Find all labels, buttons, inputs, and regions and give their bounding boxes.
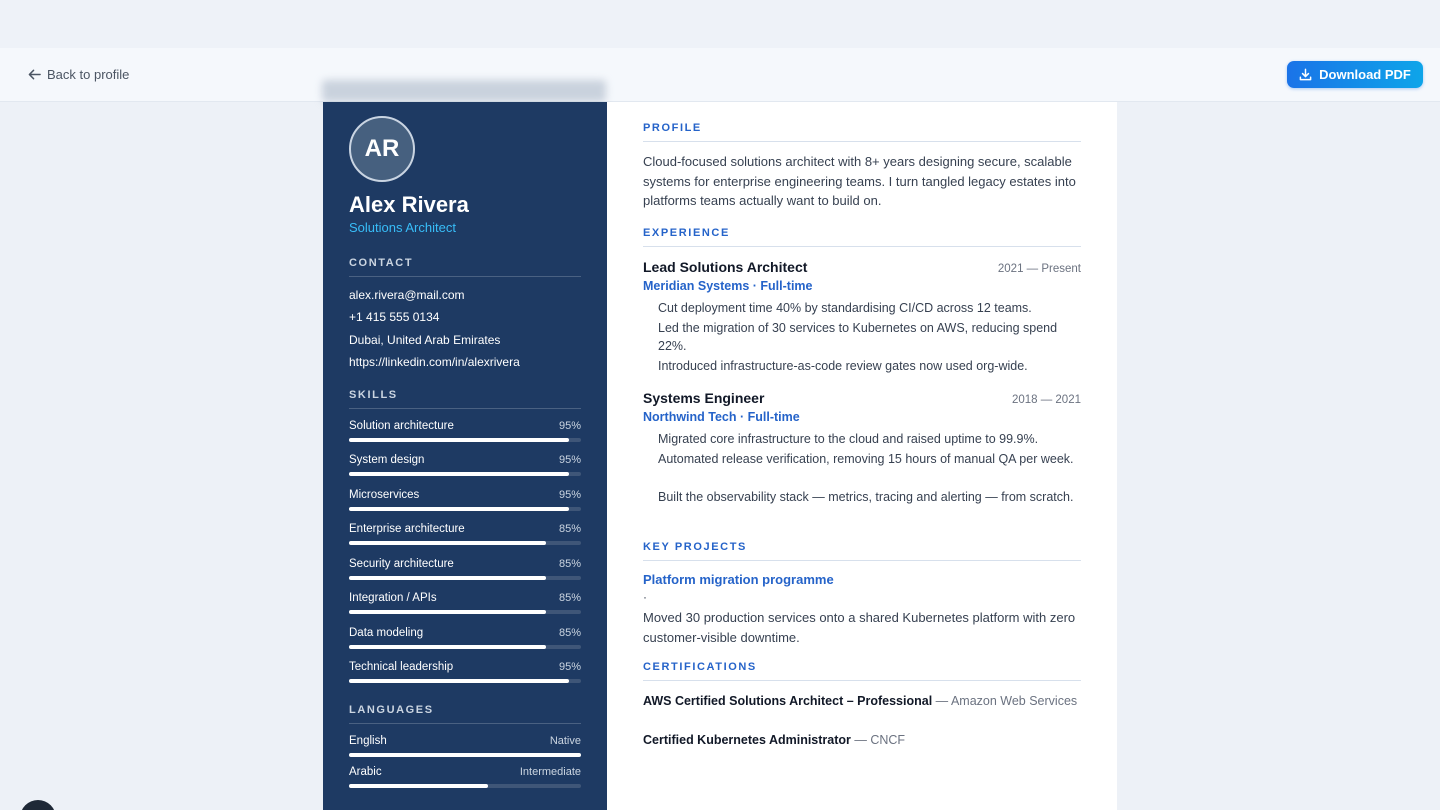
language-item — [349, 766, 581, 788]
skill-name: Enterprise architecture — [349, 523, 465, 535]
project-description: Moved 30 production services onto a shared Kubernetes platform with zero customer-visible downtime. — [643, 610, 1076, 645]
certification-item — [643, 692, 1081, 710]
candidate-role: Solutions Architect — [349, 220, 456, 235]
back-to-profile-link[interactable] — [28, 67, 129, 82]
projects-section-title: KEY PROJECTS — [643, 541, 1081, 561]
job-company: Meridian Systems · Full-time — [643, 279, 813, 293]
skill-bar-fill — [349, 576, 546, 580]
job-company: Northwind Tech · Full-time — [643, 410, 800, 424]
contact-email: alex.rivera@mail.com — [349, 288, 465, 302]
contact-phone: +1 415 555 0134 — [349, 310, 440, 324]
job-header — [643, 390, 1081, 406]
job-bullet: Led the migration of 30 services to Kubernetes on AWS, reducing spend 22%. — [658, 321, 1058, 353]
skill-item — [349, 523, 581, 545]
arrow-left-icon — [28, 68, 41, 81]
skill-item — [349, 489, 581, 511]
certification-name: AWS Certified Solutions Architect – Professional — [643, 694, 933, 708]
skill-bar-track — [349, 576, 581, 580]
download-pdf-button[interactable] — [1287, 61, 1423, 88]
profile-text: Cloud-focused solutions architect with 8+ years designing secure, scalable systems for enterprise engineering teams. I turn tangled legacy estates into platforms teams actually want to build on. — [643, 154, 1076, 208]
download-label: Download PDF — [1319, 67, 1411, 82]
skill-bar-track — [349, 472, 581, 476]
candidate-name: Alex Rivera — [349, 192, 469, 217]
skill-item — [349, 558, 581, 580]
language-name: English — [349, 735, 387, 747]
top-strip — [0, 0, 1440, 48]
job-title: Lead Solutions Architect — [643, 259, 808, 275]
certification-issuer: — Amazon Web Services — [932, 694, 1078, 708]
project-separator: · — [643, 590, 647, 604]
skill-item — [349, 627, 581, 649]
language-item — [349, 735, 581, 757]
language-level: Native — [549, 735, 581, 747]
skill-bar-fill — [349, 610, 546, 614]
skill-bar-fill — [349, 472, 569, 476]
skill-percent: 95% — [558, 489, 581, 501]
download-icon — [1299, 68, 1312, 81]
back-label: Back to profile — [47, 67, 130, 82]
skill-bar-fill — [349, 679, 569, 683]
job-bullet: Introduced infrastructure-as-code review gates now used org-wide. — [658, 359, 1028, 373]
skill-name: Microservices — [349, 489, 420, 501]
skill-percent: 95% — [558, 661, 581, 673]
skill-name: Integration / APIs — [349, 592, 437, 604]
skills-section-title: SKILLS — [349, 389, 581, 409]
contact-linkedin: https://linkedin.com/in/alexrivera — [349, 355, 520, 369]
skill-bar-track — [349, 679, 581, 683]
skill-percent: 85% — [558, 592, 581, 604]
certification-issuer: — CNCF — [850, 733, 906, 747]
certifications-section-title: CERTIFICATIONS — [643, 661, 1081, 681]
skill-name: Data modeling — [349, 627, 424, 639]
skill-bar-fill — [349, 507, 569, 511]
skill-percent: 95% — [558, 454, 581, 466]
skill-bar-fill — [349, 541, 546, 545]
contact-section-title: CONTACT — [349, 257, 581, 277]
skill-item — [349, 454, 581, 476]
blurred-tab — [322, 80, 606, 102]
skill-bar-track — [349, 541, 581, 545]
skill-item — [349, 420, 581, 442]
skill-name: Security architecture — [349, 558, 454, 570]
certification-item — [643, 731, 1081, 749]
skill-bar-fill — [349, 645, 546, 649]
certification-name: Certified Kubernetes Administrator — [643, 733, 851, 747]
skill-percent: 85% — [558, 523, 581, 535]
experience-section-title: EXPERIENCE — [643, 227, 1081, 247]
skill-bar-fill — [349, 438, 569, 442]
skill-percent: 95% — [558, 420, 581, 432]
skill-percent: 85% — [558, 627, 581, 639]
job-bullet: Built the observability stack — metrics, tracing and alerting — from scratch. — [658, 490, 1074, 504]
skill-percent: 85% — [558, 558, 581, 570]
skill-bar-track — [349, 507, 581, 511]
job-dates: 2018 — 2021 — [1011, 394, 1081, 406]
contact-location: Dubai, United Arab Emirates — [349, 333, 501, 347]
avatar: AR — [349, 116, 415, 182]
skill-name: System design — [349, 454, 425, 466]
job-bullet: Migrated core infrastructure to the cloud and raised uptime to 99.9%. — [658, 432, 1039, 446]
language-name: Arabic — [349, 766, 382, 778]
language-bar-track — [349, 784, 581, 788]
job-header — [643, 259, 1081, 275]
language-bar-track — [349, 753, 581, 757]
job-dates: 2021 — Present — [997, 263, 1081, 275]
language-level: Intermediate — [519, 766, 581, 778]
profile-section-title: PROFILE — [643, 122, 1081, 142]
skill-item — [349, 661, 581, 683]
skill-bar-track — [349, 645, 581, 649]
language-bar-fill — [349, 753, 581, 757]
skill-bar-track — [349, 610, 581, 614]
language-bar-fill — [349, 784, 488, 788]
skill-name: Solution architecture — [349, 420, 454, 432]
job-bullet: Automated release verification, removing 15 hours of manual QA per week. — [658, 452, 1074, 466]
project-title: Platform migration programme — [643, 572, 834, 587]
skill-name: Technical leadership — [349, 661, 454, 673]
skill-item — [349, 592, 581, 614]
languages-section-title: LANGUAGES — [349, 704, 581, 724]
job-title: Systems Engineer — [643, 390, 765, 406]
job-bullet: Cut deployment time 40% by standardising CI/CD across 12 teams. — [658, 301, 1032, 315]
chat-bubble-button[interactable] — [20, 800, 56, 810]
skill-bar-track — [349, 438, 581, 442]
resume-sidebar — [323, 102, 607, 810]
top-toolbar — [0, 48, 1440, 102]
resume-main — [607, 102, 1117, 810]
